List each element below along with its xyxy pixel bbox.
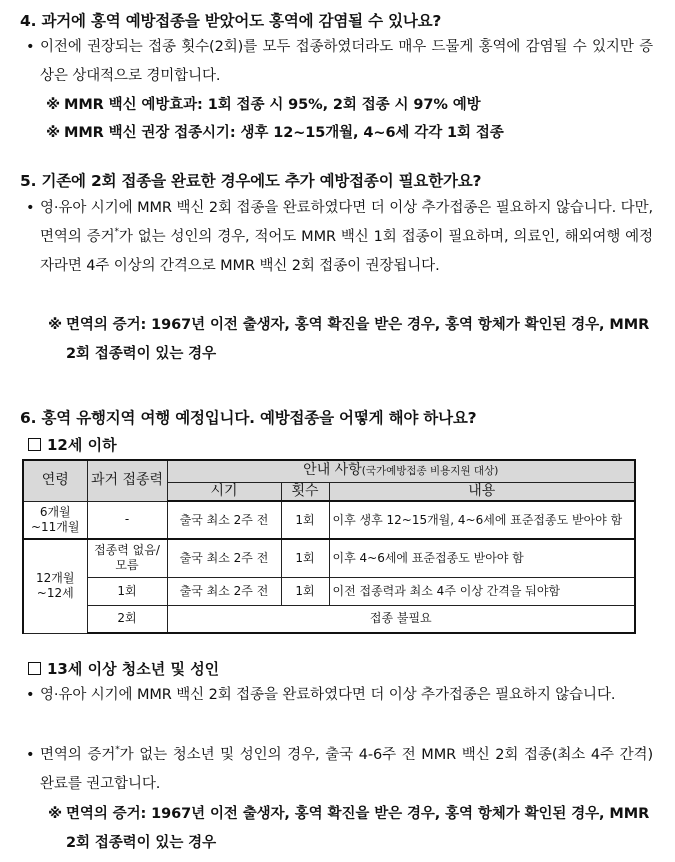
q4-note-efficacy: ※ MMR 백신 예방효과: 1회 접종 시 95%, 2회 접종 시 97% 예방 <box>46 91 481 120</box>
q6-note-immunity-evidence: ※ 면역의 증거: 1967년 이전 출생자, 홍역 확진을 받은 경우, 홍역 항체가 확인된 경우, MMR 2회 접종력이 있는 경우 <box>48 800 653 858</box>
sub-heading-13-and-over: 13세 이상 청소년 및 성인 <box>28 658 219 679</box>
vaccination-guide-table <box>22 459 636 634</box>
table-row: 2회 접종 불필요 <box>23 605 635 633</box>
header-history: 과거 접종력 <box>87 460 167 501</box>
q5-bullet <box>26 194 653 281</box>
sub-heading-under-12: 12세 이하 <box>28 434 117 455</box>
header-age: 연령 <box>23 460 87 501</box>
table-row: 1회 출국 최소 2주 전 1회 이전 접종력과 최소 4주 이상 간격을 둬야함 <box>23 577 635 605</box>
header-doses: 횟수 <box>281 482 329 501</box>
note-mark-icon: ※ <box>46 97 60 113</box>
note-mark-icon: ※ <box>48 317 62 333</box>
q5-bullet-text: 영·유아 시기에 MMR 백신 2회 접종을 완료하였다면 더 이상 추가접종은 필요하지 않습니다. 다만, 면역의 증거*가 없는 성인의 경우, 적어도 MMR 백신 1회 접종이 필요하며, 의료인, 해외여행 예정자라면 4주 이상의 간격으로 MMR 백신 2회 접종이 권장됩니다. <box>40 200 653 274</box>
header-timing: 시기 <box>167 482 281 501</box>
question-4-title: 4. 과거에 홍역 예방접종을 받았어도 홍역에 감염될 수 있나요? <box>20 12 442 30</box>
note-mark-icon: ※ <box>46 125 60 141</box>
checkbox-square-icon <box>28 662 41 675</box>
q5-note-immunity-evidence: ※ 면역의 증거: 1967년 이전 출생자, 홍역 확진을 받은 경우, 홍역 항체가 확인된 경우, MMR 2회 접종력이 있는 경우 <box>48 311 653 369</box>
q4-bullet <box>26 33 653 91</box>
question-5-title: 5. 기존에 2회 접종을 완료한 경우에도 추가 예방접종이 필요한가요? <box>20 172 482 190</box>
table-row: 6개월 ~11개월 - 출국 최소 2주 전 1회 이후 생후 12~15개월, 4~6세에 표준접종도 받아야 함 <box>23 501 635 539</box>
q6-bullet-1: • 영·유아 시기에 MMR 백신 2회 접종을 완료하였다면 더 이상 추가접종은 필요하지 않습니다. <box>26 681 653 710</box>
bullet-icon: • <box>26 39 35 55</box>
checkbox-square-icon <box>28 438 41 451</box>
q4-note-schedule: ※ MMR 백신 권장 접종시기: 생후 12~15개월, 4~6세 각각 1회 접종 <box>46 119 504 148</box>
header-guide: 안내 사항(국가예방접종 비용지원 대상) <box>167 460 635 482</box>
q4-bullet-text: 이전에 권장되는 접종 횟수(2회)를 모두 접종하였더라도 매우 드물게 홍역에 감염될 수 있지만 증상은 상대적으로 경미합니다. <box>40 39 653 84</box>
question-6-title: 6. 홍역 유행지역 여행 예정입니다. 예방접종을 어떻게 해야 하나요? <box>20 409 477 427</box>
note-mark-icon: ※ <box>48 806 62 822</box>
header-content: 내용 <box>329 482 635 501</box>
q6-bullet-2: • 면역의 증거*가 없는 청소년 및 성인의 경우, 출국 4-6주 전 MMR 백신 2회 접종(최소 4주 간격) 완료를 권고합니다. <box>26 741 653 799</box>
bullet-icon: • <box>26 200 35 216</box>
table-row: 12개월 ~12세 접종력 없음/모름 출국 최소 2주 전 1회 이후 4~6세에 표준접종도 받아야 함 <box>23 539 635 577</box>
bullet-icon: • <box>26 747 35 763</box>
bullet-icon: • <box>26 687 35 703</box>
